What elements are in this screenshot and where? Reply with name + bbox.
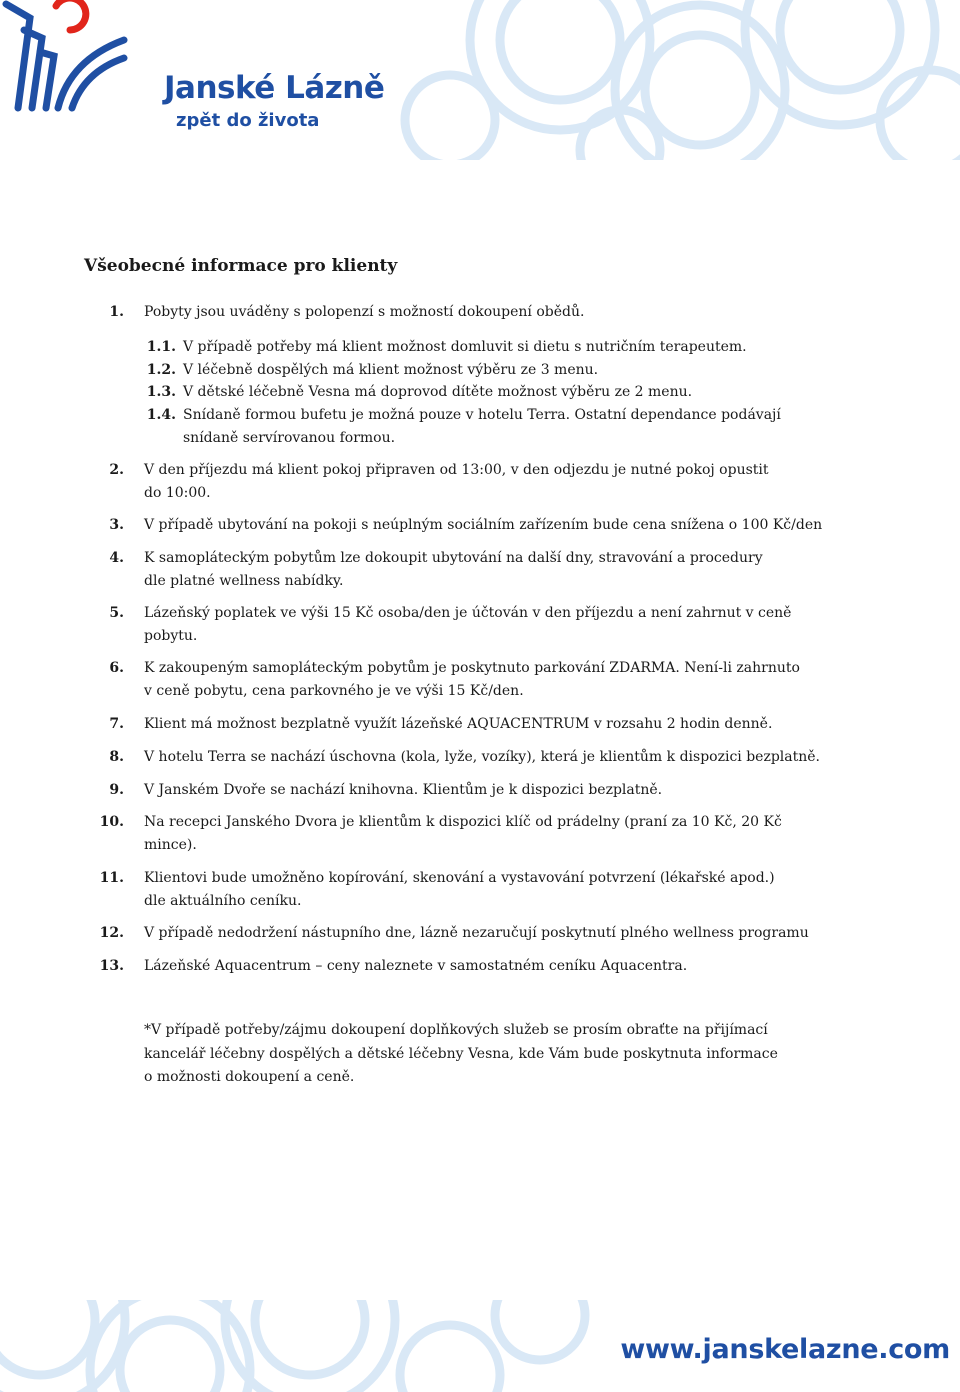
item-number: 6. (109, 660, 124, 676)
item-text: Lázeňské Aquacentrum – ceny naleznete v samostatném ceníku Aquacentra. (144, 958, 688, 974)
item-number: 1.4. (146, 407, 176, 423)
item-number: 10. (99, 814, 124, 830)
item-text: V případě nedodržení nástupního dne, lázně nezaručují poskytnutí plného wellness programu (144, 925, 809, 941)
item-number: 4. (109, 550, 124, 566)
item-text: Snídaně formou bufetu je možná pouze v hotelu Terra. Ostatní dependance podávají (183, 407, 781, 423)
item-text: V léčebně dospělých má klient možnost výběru ze 3 menu. (183, 362, 599, 378)
website-url[interactable]: www.janskelazne.com (620, 1334, 950, 1365)
item-text: Lázeňský poplatek ve výši 15 Kč osoba/den je účtován v den příjezdu a není zahrnut v ceně (144, 605, 792, 621)
item-number: 5. (109, 605, 124, 621)
item-text: K zakoupeným samopláteckým pobytům je poskytnuto parkování ZDARMA. Není-li zahrnuto (144, 660, 800, 676)
item-text: V Janském Dvoře se nachází knihovna. Klientům je k dispozici bezplatně. (144, 782, 663, 798)
item-number: 9. (109, 782, 124, 798)
item-number: 1. (109, 304, 124, 320)
item-number: 1.2. (146, 362, 176, 378)
item-number: 1.3. (146, 384, 176, 400)
item-text: mince). (144, 836, 197, 853)
item-number: 2. (109, 462, 124, 478)
item-text: v ceně pobytu, cena parkovného je ve výši 15 Kč/den. (144, 682, 524, 699)
item-text: dle platné wellness nabídky. (144, 572, 344, 589)
brand-tagline: zpět do života (176, 110, 320, 131)
item-text: Klient má možnost bezplatně využít lázeňské AQUACENTRUM v rozsahu 2 hodin denně. (144, 716, 773, 732)
item-number: 7. (109, 716, 124, 732)
item-text: snídaně servírovanou formou. (183, 429, 396, 446)
item-text: V den příjezdu má klient pokoj připraven od 13:00, v den odjezdu je nutné pokoj opustit (144, 462, 769, 478)
footnote-line: *V případě potřeby/zájmu dokoupení doplňkových služeb se prosím obraťte na přijímací (144, 1022, 768, 1038)
footer-banner (0, 1300, 960, 1392)
item-number: 13. (99, 958, 124, 974)
item-text: V hotelu Terra se nachází úschovna (kola, lyže, vozíky), která je klientům k dispozici bezplatně. (144, 749, 820, 765)
item-text: dle aktuálního ceníku. (144, 892, 302, 909)
item-number: 1.1. (146, 339, 176, 355)
item-text: K samopláteckým pobytům lze dokoupit ubytování na další dny, stravování a procedury (144, 550, 763, 566)
item-number: 3. (109, 517, 124, 533)
item-number: 12. (99, 925, 124, 941)
item-number: 8. (109, 749, 124, 765)
item-text: V případě potřeby má klient možnost domluvit si dietu s nutričním terapeutem. (183, 339, 747, 355)
footnote-line: o možnosti dokoupení a ceně. (144, 1069, 355, 1085)
item-text: V dětské léčebně Vesna má doprovod dítěte možnost výběru ze 2 menu. (183, 384, 693, 400)
footnote-line: kancelář léčebny dospělých a dětské léčebny Vesna, kde Vám bude poskytnuta informace (144, 1045, 778, 1062)
item-text: Pobyty jsou uváděny s polopenzí s možností dokoupení obědů. (144, 304, 585, 320)
item-text: Na recepci Janského Dvora je klientům k dispozici klíč od prádelny (praní za 10 Kč, 20 Kč (144, 814, 782, 830)
item-text: do 10:00. (144, 484, 211, 501)
item-number: 11. (99, 870, 124, 886)
footnote (144, 1019, 778, 1090)
item-text: V případě ubytování na pokoji s neúplným sociálním zařízením bude cena snížena o 100 Kč/den (144, 517, 823, 533)
item-text: Klientovi bude umožněno kopírování, skenování a vystavování potvrzení (lékařské apod.) (144, 870, 775, 886)
brand-name: Janské Lázně (164, 70, 385, 106)
page-title: Všeobecné informace pro klienty (84, 256, 398, 276)
item-text: pobytu. (144, 627, 198, 644)
